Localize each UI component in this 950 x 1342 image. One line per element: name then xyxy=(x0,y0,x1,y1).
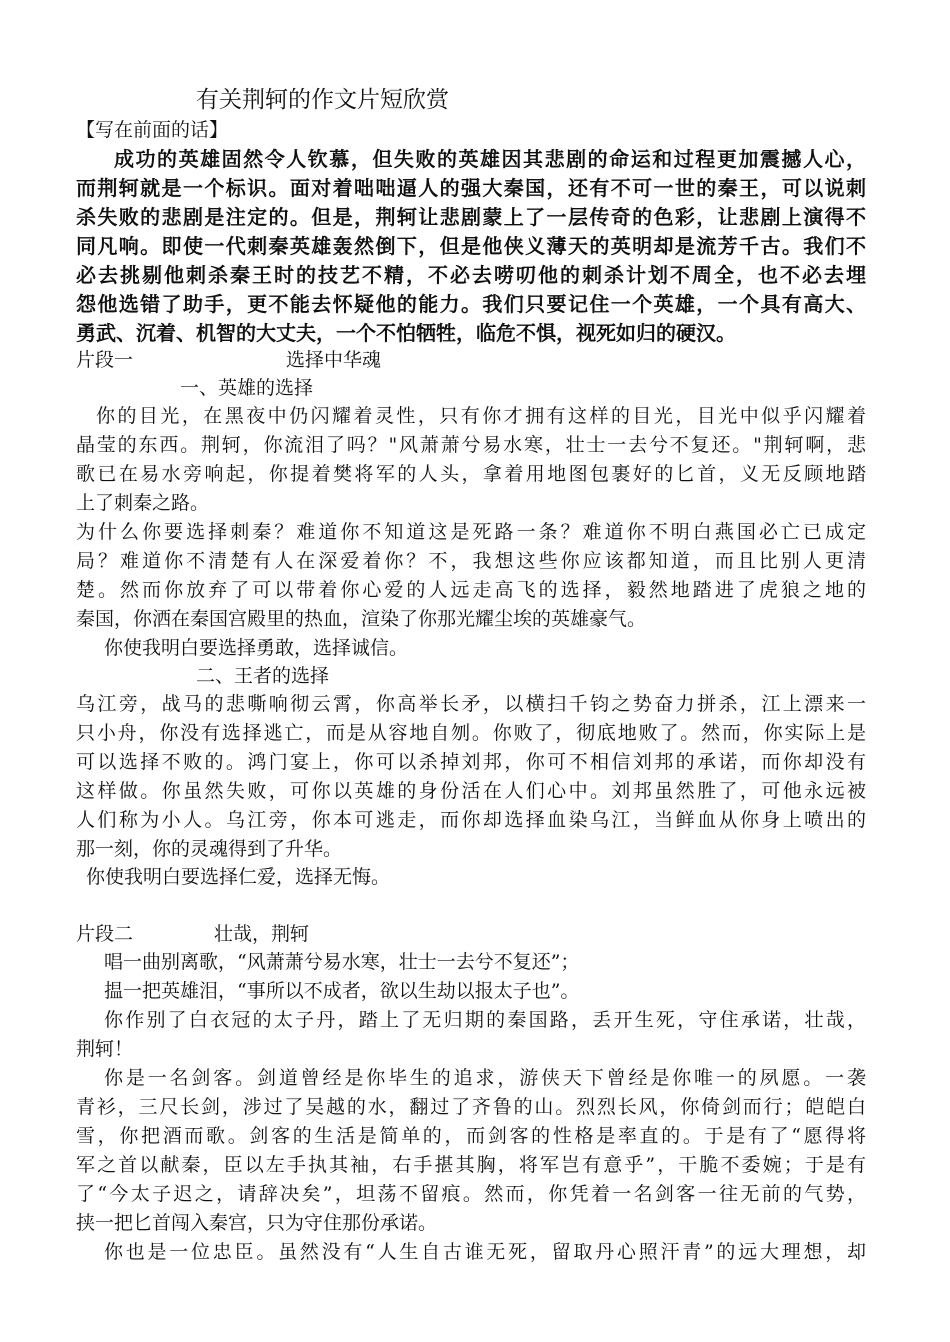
subsection-heading: 一、英雄的选择 xyxy=(180,377,314,399)
preface-heading: 【写在前面的话】 xyxy=(76,119,229,141)
paragraph-line: 人们称为小人。乌江旁，你本可逃走，而你却选择血染乌江，当鲜血从你身上喷出的 xyxy=(76,809,866,831)
preface-line: 怨他选错了助手，更不能去怀疑他的能力。我们只要记住一个英雄，一个具有高大、 xyxy=(76,292,866,316)
paragraph-line: 晶莹的东西。荆轲，你流泪了吗？"风萧萧兮易水寒，壮士一去兮不复还。"荆轲啊，悲 xyxy=(76,434,866,456)
paragraph-line: 唱一曲别离歌，“风萧萧兮易水寒，壮士一去兮不复还”； xyxy=(104,951,580,973)
paragraph-line: 雪，你把酒而歌。剑客的生活是简单的，而剑客的性格是率直的。于是有了“愿得将 xyxy=(76,1125,866,1147)
preface-line: 成功的英雄固然令人钦慕，但失败的英雄因其悲剧的命运和过程更加震撼人心， xyxy=(114,147,866,171)
paragraph-line: 上了刺秦之路。 xyxy=(76,492,210,514)
paragraph-line: 可以选择不败的。鸿门宴上，你可以杀掉刘邦，你可不相信刘邦的承诺，而你却没有 xyxy=(76,751,866,773)
section-title: 选择中华魂 xyxy=(286,349,382,371)
section-label: 片段一 xyxy=(76,349,134,371)
paragraph-line: 揾一把英雄泪，“事所以不成者，欲以生劫以报太子也”。 xyxy=(104,980,580,1002)
paragraph-line: 为什么你要选择刺秦？难道你不知道这是死路一条？难道你不明白燕国必亡已成定 xyxy=(76,521,866,543)
paragraph-line: 只小舟，你没有选择逃亡，而是从容地自刎。你败了，彻底地败了。然而，你实际上是 xyxy=(76,722,866,744)
paragraph-line: 荆轲！ xyxy=(76,1038,134,1060)
section-title: 壮哉，荆轲 xyxy=(214,923,310,945)
paragraph-line: 局？难道你不清楚有人在深爱着你？不，我想这些你应该都知道，而且比别人更清 xyxy=(76,550,866,572)
preface-line: 杀失败的悲剧是注定的。但是，荆轲让悲剧蒙上了一层传奇的色彩，让悲剧上演得不 xyxy=(76,205,866,229)
preface-line: 同凡响。即使一代刺秦英雄轰然倒下，但是他侠义薄天的英明却是流芳千古。我们不 xyxy=(76,234,866,258)
paragraph-line: 秦国，你洒在秦国宫殿里的热血，渲染了你那光耀尘埃的英雄豪气。 xyxy=(76,608,647,630)
paragraph-line: 你作别了白衣冠的太子丹，踏上了无归期的秦国路，丢开生死，守住承诺，壮哉， xyxy=(104,1009,866,1031)
preface-line: 勇武、沉着、机智的大丈夫，一个不怕牺牲，临危不惧，视死如归的硬汉。 xyxy=(76,321,736,345)
paragraph-line: 乌江旁，战马的悲嘶响彻云霄，你高举长矛，以横扫千钧之势奋力拼杀，江上漂来一 xyxy=(76,693,866,715)
subsection-heading: 二、王者的选择 xyxy=(196,665,330,687)
paragraph-line: 你也是一位忠臣。虽然没有“人生自古谁无死，留取丹心照汗青”的远大理想，却 xyxy=(104,1241,866,1263)
paragraph-line: 了“今太子迟之，请辞决矣”，坦荡不留痕。然而，你凭着一名剑客一往无前的气势， xyxy=(76,1183,866,1205)
paragraph-line: 青衫，三尺长剑，涉过了吴越的水，翻过了齐鲁的山。烈烈长风，你倚剑而行；皑皑白 xyxy=(76,1096,866,1118)
paragraph-line: 你是一名剑客。剑道曾经是你毕生的追求，游侠天下曾经是你唯一的夙愿。一袭 xyxy=(104,1067,866,1089)
preface-line: 而荆轲就是一个标识。面对着咄咄逼人的强大秦国，还有不可一世的秦王，可以说刺 xyxy=(76,176,866,200)
paragraph-line: 军之首以献秦，臣以左手执其袖，右手揕其胸，将军岂有意乎”，干脆不委婉；于是有 xyxy=(76,1154,866,1176)
document-title: 有关荆轲的作文片短欣赏 xyxy=(196,87,449,113)
paragraph-line: 你使我明白要选择仁爱，选择无悔。 xyxy=(86,866,391,888)
section-label: 片段二 xyxy=(76,923,134,945)
paragraph-line: 楚。然而你放弃了可以带着你心爱的人远走高飞的选择，毅然地踏进了虎狼之地的 xyxy=(76,579,866,601)
paragraph-line: 这样做。你虽然失败，可你以英雄的身份活在人们心中。刘邦虽然胜了，可他永远被 xyxy=(76,780,866,802)
paragraph-line: 你的目光，在黑夜中仍闪耀着灵性，只有你才拥有这样的目光，目光中似乎闪耀着 xyxy=(96,405,866,427)
preface-line: 必去挑剔他刺杀秦王时的技艺不精，不必去唠叨他的刺杀计划不周全，也不必去埋 xyxy=(76,263,866,287)
paragraph-line: 歌已在易水旁响起，你提着樊将军的人头，拿着用地图包裹好的匕首，义无反顾地踏 xyxy=(76,463,866,485)
paragraph-line: 那一刻，你的灵魂得到了升华。 xyxy=(76,838,343,860)
paragraph-line: 你使我明白要选择勇敢，选择诚信。 xyxy=(104,637,409,659)
paragraph-line: 挟一把匕首闯入秦宫，只为守住那份承诺。 xyxy=(76,1212,438,1234)
